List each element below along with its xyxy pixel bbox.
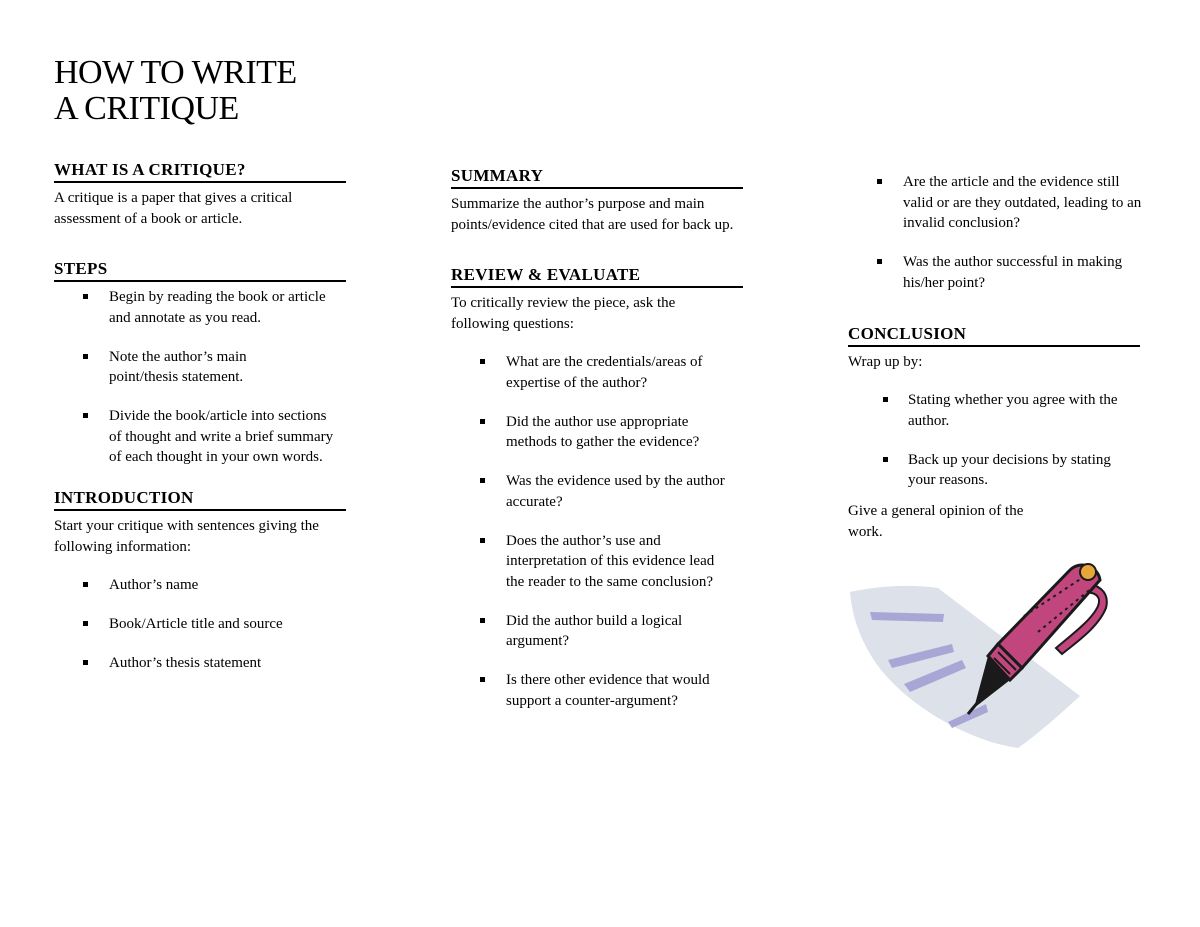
list-item: Author’s name [54,575,346,596]
review-continued-list [848,172,1140,293]
bullet-icon [480,359,485,364]
bullet-icon [480,478,485,483]
list-item: Was the author successful in making his/her point? [848,252,1143,293]
bullet-icon [877,259,882,264]
pen-writing-on-paper-icon [848,556,1120,752]
list-item: Divide the book/article into sections of thought and write a brief summary of each thought in your own words. [54,406,341,468]
conclusion-heading: CONCLUSION [848,324,1140,347]
document-title [54,55,346,127]
review-list [451,352,743,711]
review-heading: REVIEW & EVALUATE [451,265,743,288]
bullet-icon [83,294,88,299]
bullet-icon [83,582,88,587]
list-item: Begin by reading the book or article and annotate as you read. [54,287,339,328]
list-item: Author’s thesis statement [54,653,346,674]
conclusion-text: Wrap up by: [848,353,923,370]
what-is-heading: WHAT IS A CRITIQUE? [54,160,346,183]
bullet-icon [877,179,882,184]
bullet-icon [83,660,88,665]
steps-list [54,287,346,468]
list-item: Did the author build a logical argument? [451,611,711,652]
steps-heading: STEPS [54,259,346,282]
conclusion-list [848,390,1140,491]
list-item: Stating whether you agree with the author. [848,390,1138,431]
bullet-icon [480,419,485,424]
bullet-icon [83,354,88,359]
list-item: Note the author’s main point/thesis statement. [54,347,284,388]
bullet-icon [83,413,88,418]
bullet-icon [480,677,485,682]
summary-heading: SUMMARY [451,166,743,189]
introduction-heading: INTRODUCTION [54,488,346,511]
list-item: Are the article and the evidence still valid or are they outdated, leading to an invalid conclusion? [848,172,1148,234]
column-middle [451,166,743,730]
list-item: Does the author’s use and interpretation of this evidence lead the reader to the same conclusion? [451,531,736,593]
list-item: Is there other evidence that would support a counter-argument? [451,670,736,711]
list-item: Did the author use appropriate methods to gather the evidence? [451,412,716,453]
introduction-text: Start your critique with sentences giving the following information: [54,518,319,555]
bullet-icon [83,621,88,626]
introduction-list [54,575,346,674]
list-item: Book/Article title and source [54,614,346,635]
conclusion-closing: Give a general opinion of the work. [848,503,1024,540]
review-text: To critically review the piece, ask the following questions: [451,295,676,332]
bullet-icon [480,538,485,543]
summary-text: Summarize the author’s purpose and main points/evidence cited that are used for back up. [451,196,734,233]
what-is-text: A critique is a paper that gives a critical assessment of a book or article. [54,190,293,227]
column-right [848,168,1140,542]
list-item: What are the credentials/areas of expertise of the author? [451,352,726,393]
bullet-icon [883,397,888,402]
list-item: Was the evidence used by the author accurate? [451,471,751,512]
bullet-icon [883,457,888,462]
title-line-1: HOW TO WRITE [54,54,297,91]
list-item: Back up your decisions by stating your reasons. [848,450,1138,491]
title-line-2: A CRITIQUE [54,90,239,127]
bullet-icon [480,618,485,623]
column-left [54,55,346,692]
